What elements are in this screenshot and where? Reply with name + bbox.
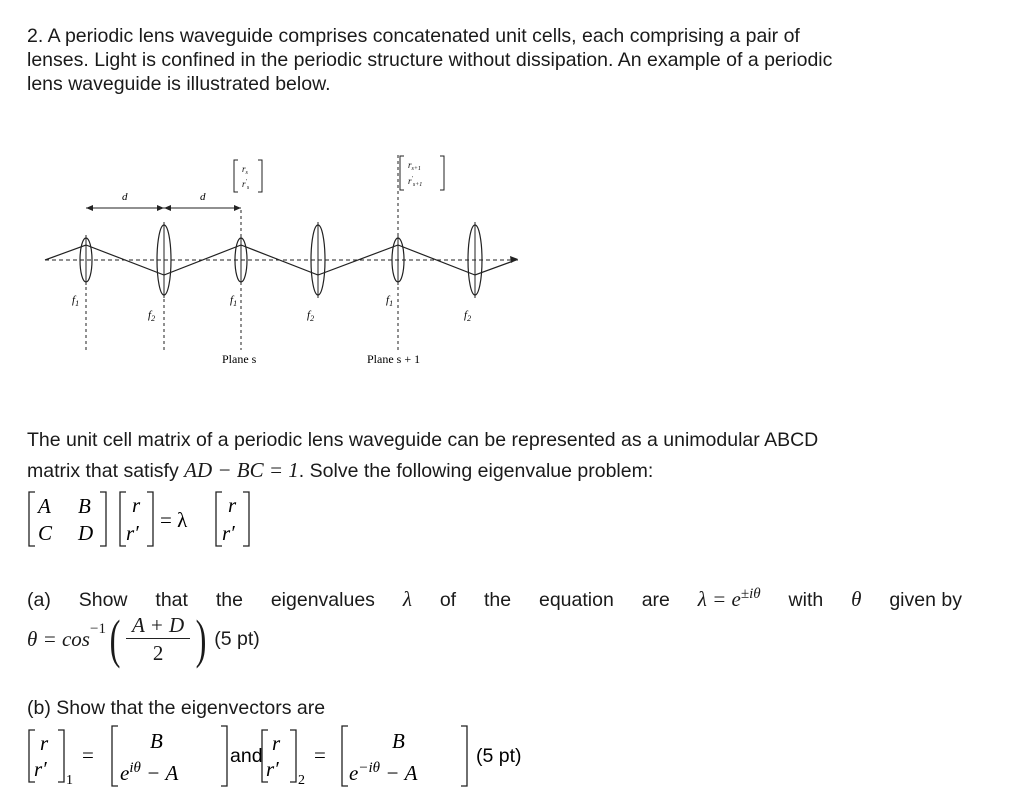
label-f2: $f_2$ bbox=[148, 309, 156, 323]
svg-text:r′s+1: $r'_{s+1}$ bbox=[408, 176, 423, 188]
intro-paragraph bbox=[27, 24, 967, 96]
part-b-text: (b) Show that the eigenvectors are bbox=[27, 697, 326, 719]
arrow-head bbox=[86, 205, 93, 211]
svg-text:2: 2 bbox=[298, 773, 305, 788]
eq-lambda: = λ bbox=[160, 508, 188, 532]
ray-arrow-head bbox=[510, 256, 518, 263]
vec1-rp: r′ bbox=[34, 757, 47, 781]
ray-vector-s1 bbox=[400, 156, 444, 190]
unit-cell-paragraph bbox=[27, 428, 967, 483]
vec-rp: r′ bbox=[126, 521, 139, 545]
vec2-rp: r′ bbox=[266, 757, 279, 781]
label-f2: $f_2$ bbox=[307, 309, 315, 323]
theta-formula: θ = cos $^{-1}$ ( A + D 2 ) (5 pt) bbox=[27, 609, 260, 669]
svg-text:=: = bbox=[82, 743, 94, 767]
lens-waveguide-figure bbox=[40, 150, 530, 380]
vec-r: r bbox=[228, 493, 237, 517]
points-a: (5 pt) bbox=[214, 627, 260, 650]
plane-s-label: Plane s bbox=[222, 352, 257, 366]
label-f2: $f_2$ bbox=[464, 309, 472, 323]
arrow-head bbox=[164, 205, 171, 211]
svg-text:rs: $r_s$ bbox=[242, 164, 248, 176]
eigenvector-equations bbox=[26, 722, 586, 790]
vec1-bottom: $e^{i\theta} - A$ bbox=[120, 760, 179, 785]
ray-vector-s bbox=[234, 160, 262, 192]
unimodular-condition: AD − BC = 1 bbox=[184, 458, 299, 482]
intro-line-2: lenses. Light is confined in the periodic structure without dissipation. An example of a periodic bbox=[27, 49, 833, 71]
arrow-head bbox=[234, 205, 241, 211]
body-line-2: matrix that satisfy AD − BC = 1. Solve the following eigenvalue problem: bbox=[27, 458, 654, 482]
svg-text:=: = bbox=[314, 743, 326, 767]
matrix-C: C bbox=[38, 521, 53, 545]
vec-rp: r′ bbox=[222, 521, 235, 545]
fraction: A + D 2 bbox=[126, 612, 190, 667]
vec2-r: r bbox=[272, 731, 281, 755]
matrix-A: A bbox=[38, 494, 51, 518]
vec1-r: r bbox=[40, 731, 49, 755]
vec2-bottom: $e^{-i\theta} - A$ bbox=[349, 760, 418, 785]
svg-text:1: 1 bbox=[66, 773, 73, 788]
matrix-B: B bbox=[78, 494, 91, 518]
intro-line-1: 2. A periodic lens waveguide comprises concatenated unit cells, each comprising a pair of bbox=[27, 25, 800, 47]
eigenvalue-equation bbox=[26, 490, 256, 550]
d-label: d bbox=[200, 191, 206, 203]
vec1-B: B bbox=[150, 729, 163, 753]
svg-text:rs+1: $r_{s+1}$ bbox=[408, 160, 421, 172]
arrow-head bbox=[157, 205, 164, 211]
vec-r: r bbox=[132, 493, 141, 517]
intro-line-3: lens waveguide is illustrated below. bbox=[27, 73, 331, 95]
vec2-B: B bbox=[392, 729, 405, 753]
eigenvalue-formula: $\lambda = e^{\pm i\theta}$ bbox=[697, 586, 761, 611]
and-word: and bbox=[230, 745, 263, 767]
label-f1: $f_1$ bbox=[230, 294, 238, 308]
label-f1: $f_1$ bbox=[72, 294, 80, 308]
part-a-line: (a) Show that the eigenvalues λ of the equation are $\lambda = e^{\pm i\theta}$ with θ given by bbox=[27, 580, 962, 614]
label-f1: $f_1$ bbox=[386, 294, 394, 308]
matrix-D: D bbox=[78, 521, 94, 545]
plane-s1-label: Plane s + 1 bbox=[367, 352, 421, 366]
body-line-1: The unit cell matrix of a periodic lens waveguide can be represented as a unimodular ABCD bbox=[27, 429, 819, 451]
points-b: (5 pt) bbox=[476, 745, 522, 767]
svg-text:r′s: $r'_s$ bbox=[242, 179, 250, 191]
d-label: d bbox=[122, 191, 128, 203]
